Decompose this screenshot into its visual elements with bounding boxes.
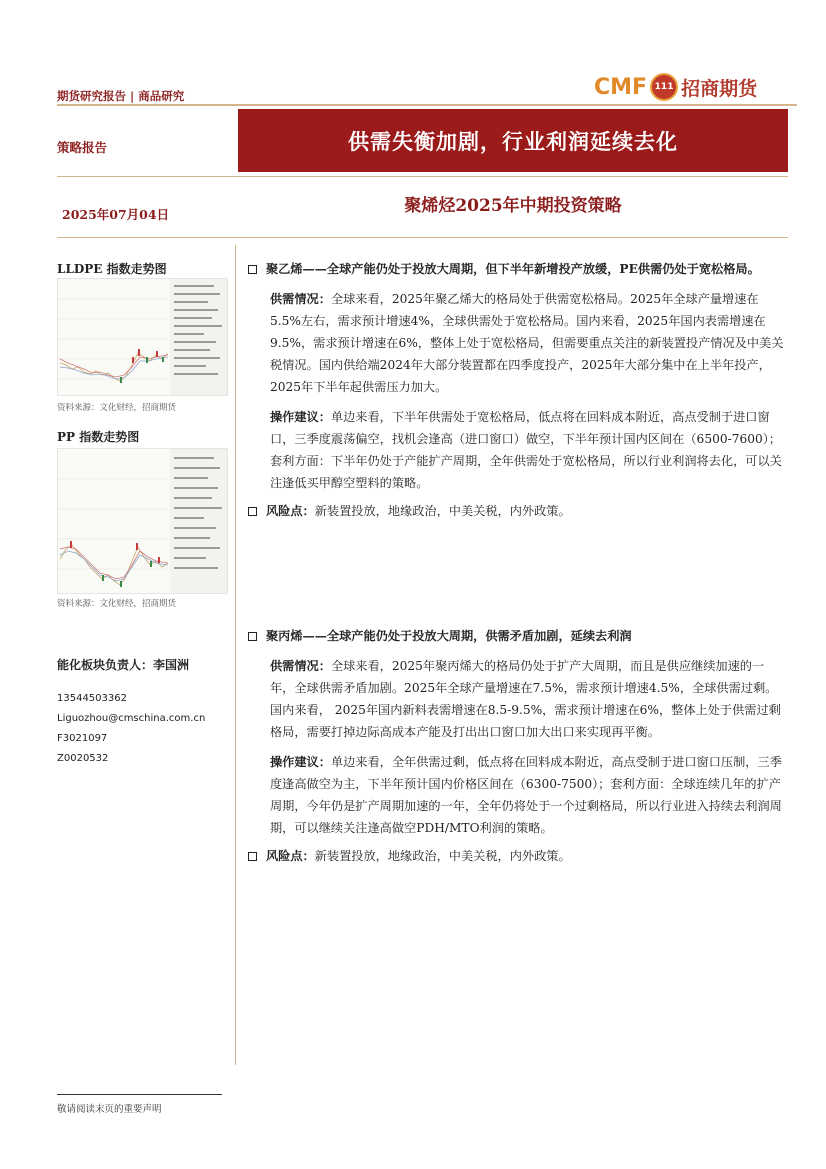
analyst-license-1: F3021097 (57, 733, 108, 744)
banner-rule (57, 176, 788, 177)
operation-text: 单边来看，全年供需过剩，低点将在回料成本附近，高点受制于进口窗口压制，三季度逢高做空为主，下半年预计国内价格区间在（6300-7500）；套利方面：全球连续几年的扩产周期，今年仍是扩产周期加速的一年，全年仍将处于一个过剩格局，所以行业进入持续去利润周期，可以继续关注逢高做空PDH/MTO利润的策略。 (270, 755, 782, 835)
supply-label: 供需情况： (270, 659, 331, 673)
section-polypropylene (248, 625, 788, 867)
subtitle-rule (57, 237, 788, 238)
risk-text: 新装置投放，地缘政治，中美关税，内外政策。 (314, 504, 571, 518)
pp-chart-source: 资料来源：文化财经，招商期货 (57, 599, 177, 609)
analyst-phone: 13544503362 (57, 693, 127, 704)
risk-label: 风险点： (266, 504, 315, 518)
operation-text: 单边来看，下半年供需处于宽松格局，低点将在回料成本附近，高点受制于进口窗口，三季度震荡偏空，找机会逢高（进口窗口）做空，下半年预计国内区间在（6500-7600）；套利方面：下半年仍处于产能扩产周期，全年供需处于宽松格局，所以行业利润将去化，可以关注逢低买甲醇空塑料的策略。 (270, 410, 782, 490)
checkbox-bullet-icon (248, 265, 257, 274)
risk-paragraph (248, 500, 788, 522)
report-date: 2025年07月04日 (62, 207, 170, 222)
operation-paragraph (248, 406, 788, 494)
section-heading (248, 625, 788, 647)
risk-text: 新装置投放，地缘政治，中美关税，内外政策。 (314, 849, 571, 863)
lldpe-chart-title: LLDPE 指数走势图 (57, 262, 167, 276)
supply-paragraph (248, 655, 788, 743)
lldpe-chart-source: 资料来源：文化财经，招商期货 (57, 403, 177, 413)
operation-paragraph (248, 751, 788, 839)
checkbox-bullet-icon (248, 632, 257, 641)
checkbox-bullet-icon (248, 507, 257, 516)
footer-disclaimer: 敬请阅读末页的重要声明 (57, 1104, 162, 1115)
section-heading-text: 聚乙烯——全球产能仍处于投放大周期，但下半年新增投产放缓，PE供需仍处于宽松格局。 (266, 262, 760, 276)
section-polyethylene (248, 258, 788, 522)
column-divider (235, 245, 236, 1065)
risk-paragraph (248, 845, 788, 867)
operation-label: 操作建议： (270, 410, 331, 424)
header-rule (57, 104, 797, 106)
supply-text: 全球来看，2025年聚丙烯大的格局仍处于扩产大周期，而且是供应继续加速的一年，全球供需矛盾加剧。2025年全球产量增速在7.5%，需求预计增速4.5%，全球供需过剩。国内来看， 2025年国内新料表需增速在8.5-9.5%，需求预计增速在6%，整体上处于供需过剩格局，需要打掉边际高成本产能及打出出口窗口加大出口来实现再平衡。 (270, 659, 781, 739)
company-logo (594, 70, 757, 104)
checkbox-bullet-icon (248, 852, 257, 861)
analyst-license-2: Z0020532 (57, 753, 109, 764)
logo-company-name: 招商期货 (681, 77, 758, 100)
footer-rule (57, 1094, 222, 1095)
risk-label: 风险点： (266, 849, 315, 863)
logo-cmf-text: CMF (594, 74, 648, 100)
report-subtitle: 聚烯烃2025年中期投资策略 (404, 196, 622, 216)
lldpe-chart-image (57, 278, 228, 396)
supply-label: 供需情况： (270, 292, 331, 306)
section-heading-text: 聚丙烯——全球产能仍处于投放大周期，供需矛盾加剧，延续去利润 (266, 629, 632, 643)
section-heading (248, 258, 788, 280)
analyst-name: 能化板块负责人：李国洲 (57, 658, 190, 672)
title-banner (238, 109, 788, 172)
supply-text: 全球来看，2025年聚乙烯大的格局处于供需宽松格局。2025年全球产量增速在5.5%左右，需求预计增速4%，全球供需处于宽松格局。国内来看，2025年国内表需增速在9.5%，需求预计增速在6%，整体上处于宽松格局，但需要重点关注的新装置投产情况及中美关税情况。国内供给端2024年大部分装置都在四季度投产，2025年大部分集中在上半年投产，2025年下半年起供需压力加大。 (270, 292, 784, 394)
operation-label: 操作建议： (270, 755, 331, 769)
logo-coin-icon: 111 (650, 73, 678, 101)
pp-chart-image (57, 448, 228, 594)
report-title: 供需失衡加剧，行业利润延续去化 (348, 128, 678, 154)
supply-paragraph (248, 288, 788, 398)
report-category: 期货研究报告 | 商品研究 (57, 89, 185, 103)
pp-chart-title: PP 指数走势图 (57, 430, 140, 444)
analyst-email[interactable]: Liguozhou@cmschina.com.cn (57, 713, 206, 724)
report-type-tag: 策略报告 (57, 140, 108, 155)
